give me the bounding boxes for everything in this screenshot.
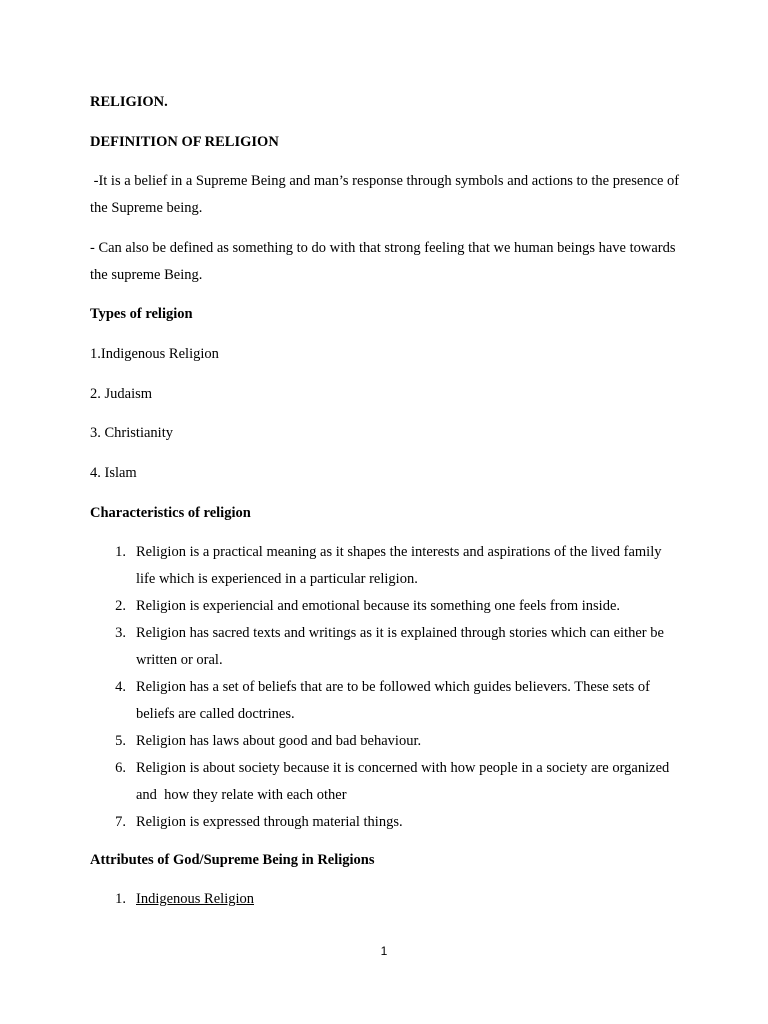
type-item: 1.Indigenous Religion — [90, 346, 219, 362]
type-item: 3. Christianity — [90, 425, 173, 441]
characteristic-item — [90, 728, 680, 755]
list-number: 7. — [115, 814, 126, 830]
attributes-heading: Attributes of God/Supreme Being in Religions — [90, 852, 375, 868]
types-heading: Types of religion — [90, 306, 193, 322]
document-title: RELIGION. — [90, 94, 168, 110]
list-text: Religion is experiencial and emotional because its something one feels from inside. — [136, 598, 621, 614]
characteristics-list — [90, 539, 680, 836]
definition-heading: DEFINITION OF RELIGION — [90, 134, 279, 150]
list-number: 4. — [115, 679, 126, 695]
list-number: 2. — [115, 598, 126, 614]
characteristic-item — [90, 674, 680, 728]
definition-paragraph-2: - Can also be defined as something to do with that strong feeling that we human beings have towards the supreme Being. — [90, 240, 676, 283]
list-number: 1. — [115, 544, 126, 560]
list-number: 5. — [115, 733, 126, 749]
list-text: Religion is expressed through material things. — [136, 814, 403, 830]
list-text: Indigenous Religion — [136, 891, 255, 907]
attributes-list — [90, 886, 680, 913]
characteristic-item — [90, 539, 680, 593]
characteristic-item — [90, 593, 680, 620]
list-text: Religion is about society because it is concerned with how people in a society are organized and how they relate with each other — [136, 760, 673, 803]
characteristic-item — [90, 809, 680, 836]
list-text: Religion is a practical meaning as it shapes the interests and aspirations of the lived family life which is experienced in a particular religion. — [136, 544, 666, 587]
list-text: Religion has laws about good and bad behaviour. — [136, 733, 422, 749]
characteristic-item — [90, 620, 680, 674]
page-number: 1 — [380, 944, 388, 958]
list-text: Religion has a set of beliefs that are to be followed which guides believers. These sets of beliefs are called doctrines. — [136, 679, 654, 722]
list-number: 1. — [115, 891, 126, 907]
characteristic-item — [90, 755, 680, 809]
characteristics-heading: Characteristics of religion — [90, 505, 251, 521]
list-text: Religion has sacred texts and writings as it is explained through stories which can either be written or oral. — [136, 625, 668, 668]
type-item: 2. Judaism — [90, 386, 153, 402]
list-number: 3. — [115, 625, 126, 641]
attribute-item — [90, 886, 680, 913]
type-item: 4. Islam — [90, 465, 137, 481]
definition-paragraph-1: -It is a belief in a Supreme Being and man’s response through symbols and actions to the presence of the Supreme being. — [90, 173, 683, 216]
list-number: 6. — [115, 760, 126, 776]
